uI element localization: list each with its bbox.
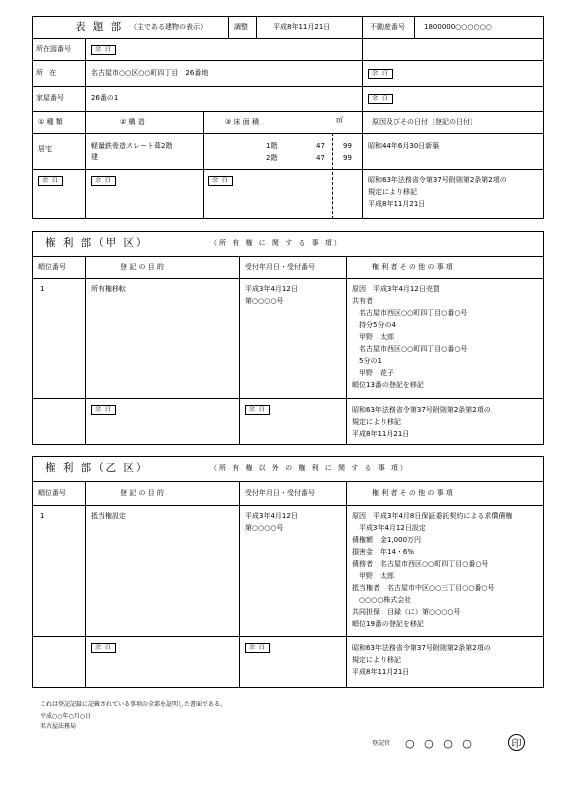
kouku-row1-jun: 1	[40, 285, 45, 293]
otsuku-row1-line: 原因 平成3年4月8日保証委託契約による求償債権	[352, 512, 513, 520]
otsuku-subtitle: （所 有 権 以 外 の 権 利 に 関 す る 事 項）	[210, 464, 409, 472]
floor1-dec: 99	[343, 142, 352, 150]
chosei-date: 平成8年11月21日	[273, 23, 331, 31]
shozai-value: 名古屋市○○区○○町四丁目 26番地	[91, 69, 209, 77]
yohaku-stamp: 余 白	[208, 176, 233, 186]
otsuku-col-jun: 順位番号	[38, 489, 66, 497]
registrar-name: ○ ○ ○ ○	[405, 737, 475, 750]
yohaku-stamp: 余 白	[245, 405, 270, 415]
genin1: 昭和44年6月30日新築	[368, 142, 440, 150]
kouku-row1-uketsuke1: 平成3年4月12日	[245, 285, 298, 293]
floor1-label: 1階	[266, 142, 278, 150]
fudosan-label: 不動産番号	[370, 23, 405, 31]
shurui-value: 居宅	[38, 145, 52, 153]
yohaku-stamp: 余 白	[245, 643, 270, 653]
yohaku-stamp: 余 白	[91, 643, 116, 653]
otsuku-col-uketsuke: 受付年月日・受付番号	[245, 489, 315, 497]
floor1-int: 47	[316, 142, 325, 150]
official-seal: 印	[508, 734, 525, 751]
chosei-label: 調整	[234, 23, 248, 31]
genin2-line1: 昭和63年法務省令第37号附則第2条第2項の	[368, 176, 507, 184]
col-genin: 原因及びその日付〔登記の日付〕	[372, 118, 477, 126]
floor2-dec: 99	[343, 154, 352, 162]
yohaku-stamp: 余 白	[91, 405, 116, 415]
col-shurui: ① 種 類	[38, 118, 63, 126]
otsuku-row1-line: 平成3年4月12日設定	[352, 524, 426, 532]
kouku-row1-line: 共有者	[352, 297, 373, 305]
kouku-subtitle: （所 有 権 に 関 す る 事 項）	[210, 239, 343, 247]
genin2-line3: 平成8年11月21日	[368, 200, 426, 208]
kouku-row1-line: 順位13番の登記を移記	[352, 381, 424, 389]
kaoku-value: 26番の1	[91, 94, 119, 102]
kouku-row1-line: 5分の1	[352, 357, 382, 365]
col-kozo: ② 構 造	[120, 118, 145, 126]
otsuku-row1-line: 共同担保 目録（に）第○○○○号	[352, 608, 461, 616]
kouku-row1-line: 持分5分の4	[352, 321, 396, 329]
yohaku-stamp: 余 白	[368, 94, 393, 104]
hyodai-title: 表 題 部	[75, 21, 124, 33]
kouku-col-kenri: 権 利 者 そ の 他 の 事 項	[372, 263, 453, 271]
otsuku-row1-uketsuke2: 第○○○○号	[245, 524, 284, 532]
kouku-row1-mokuteki: 所有権移転	[91, 285, 126, 293]
office-name: 名古屋法務局	[40, 723, 77, 730]
floor2-int: 47	[316, 154, 325, 162]
yohaku-stamp: 余 白	[91, 45, 116, 55]
kozo-line1: 軽量鉄骨造スレート葺2階	[91, 142, 173, 150]
otsuku-row1-jun: 1	[40, 512, 45, 520]
kouku-row1-line: 原因 平成3年4月12日売買	[352, 285, 440, 293]
otsuku-row1-line: 順位19番の登記を移記	[352, 620, 424, 628]
otsuku-row1-uketsuke1: 平成3年4月12日	[245, 512, 298, 520]
issue-date: 平成○○年○月○日	[40, 713, 91, 720]
floor2-label: 2階	[266, 154, 278, 162]
col-yuka: ③ 床 面 積	[225, 118, 259, 126]
otsuku-row1-line: 抵当権者 名古屋市中区○○三丁目○○番○号	[352, 584, 495, 592]
otsuku-row1-line: 債務者 名古屋市西区○○町四丁目○番○号	[352, 560, 489, 568]
kouku-row1-line: 甲野 太郎	[352, 333, 394, 341]
kouku-row1-uketsuke2: 第○○○○号	[245, 297, 284, 305]
hyodai-subtitle: （主である建物の表示）	[130, 23, 207, 31]
kouku-col-mokuteki: 登 記 の 目 的	[120, 263, 164, 271]
kaoku-label: 家屋番号	[36, 94, 64, 102]
otsuku-row1-line: ○○○○株式会社	[352, 596, 412, 604]
otsuku-title: 権 利 部（乙 区）	[45, 462, 149, 474]
kouku-row1-line: 名古屋市西区○○町四丁目○番○号	[352, 345, 468, 353]
yohaku-stamp: 余 白	[368, 69, 393, 79]
otsuku-row2-line: 昭和63年法務省令第37号附則第2条第2項の	[352, 644, 491, 652]
kouku-row1-line: 甲野 花子	[352, 369, 394, 377]
certify-text: これは登記記録に記載されている事項の全部を証明した書面である。	[40, 701, 227, 708]
col-unit: ㎡	[336, 116, 343, 124]
otsuku-col-mokuteki: 登 記 の 目 的	[120, 489, 164, 497]
yohaku-stamp: 余 白	[91, 176, 116, 186]
otsuku-row1-line: 債権額 金1,000万円	[352, 536, 422, 544]
kouku-col-uketsuke: 受付年月日・受付番号	[245, 263, 315, 271]
kouku-row2-line: 昭和63年法務省令第37号附則第2条第2項の	[352, 406, 491, 414]
fudosan-value: 1800000○○○○○○	[424, 23, 492, 31]
otsuku-row1-mokuteki: 抵当権設定	[91, 512, 126, 520]
kouku-row1-line: 名古屋市西区○○町四丁目○番○号	[352, 309, 468, 317]
zumen-label: 所在図番号	[36, 45, 71, 53]
yohaku-stamp: 余 白	[38, 176, 63, 186]
otsuku-row1-line: 甲野 太郎	[352, 572, 394, 580]
kozo-line2: 建	[91, 153, 98, 161]
kouku-row2-line: 規定により移記	[352, 418, 401, 426]
kouku-col-jun: 順位番号	[38, 263, 66, 271]
genin2-line2: 規定により移記	[368, 188, 417, 196]
registrar-label: 登記官	[372, 740, 391, 747]
shozai-label: 所 在	[36, 69, 59, 77]
kouku-title: 権 利 部（甲 区）	[45, 237, 149, 249]
otsuku-col-kenri: 権 利 者 そ の 他 の 事 項	[372, 489, 453, 497]
otsuku-row2-line: 平成8年11月21日	[352, 668, 410, 676]
kouku-row2-line: 平成8年11月21日	[352, 430, 410, 438]
otsuku-row1-line: 損害金 年14・6%	[352, 548, 415, 556]
otsuku-row2-line: 規定により移記	[352, 656, 401, 664]
